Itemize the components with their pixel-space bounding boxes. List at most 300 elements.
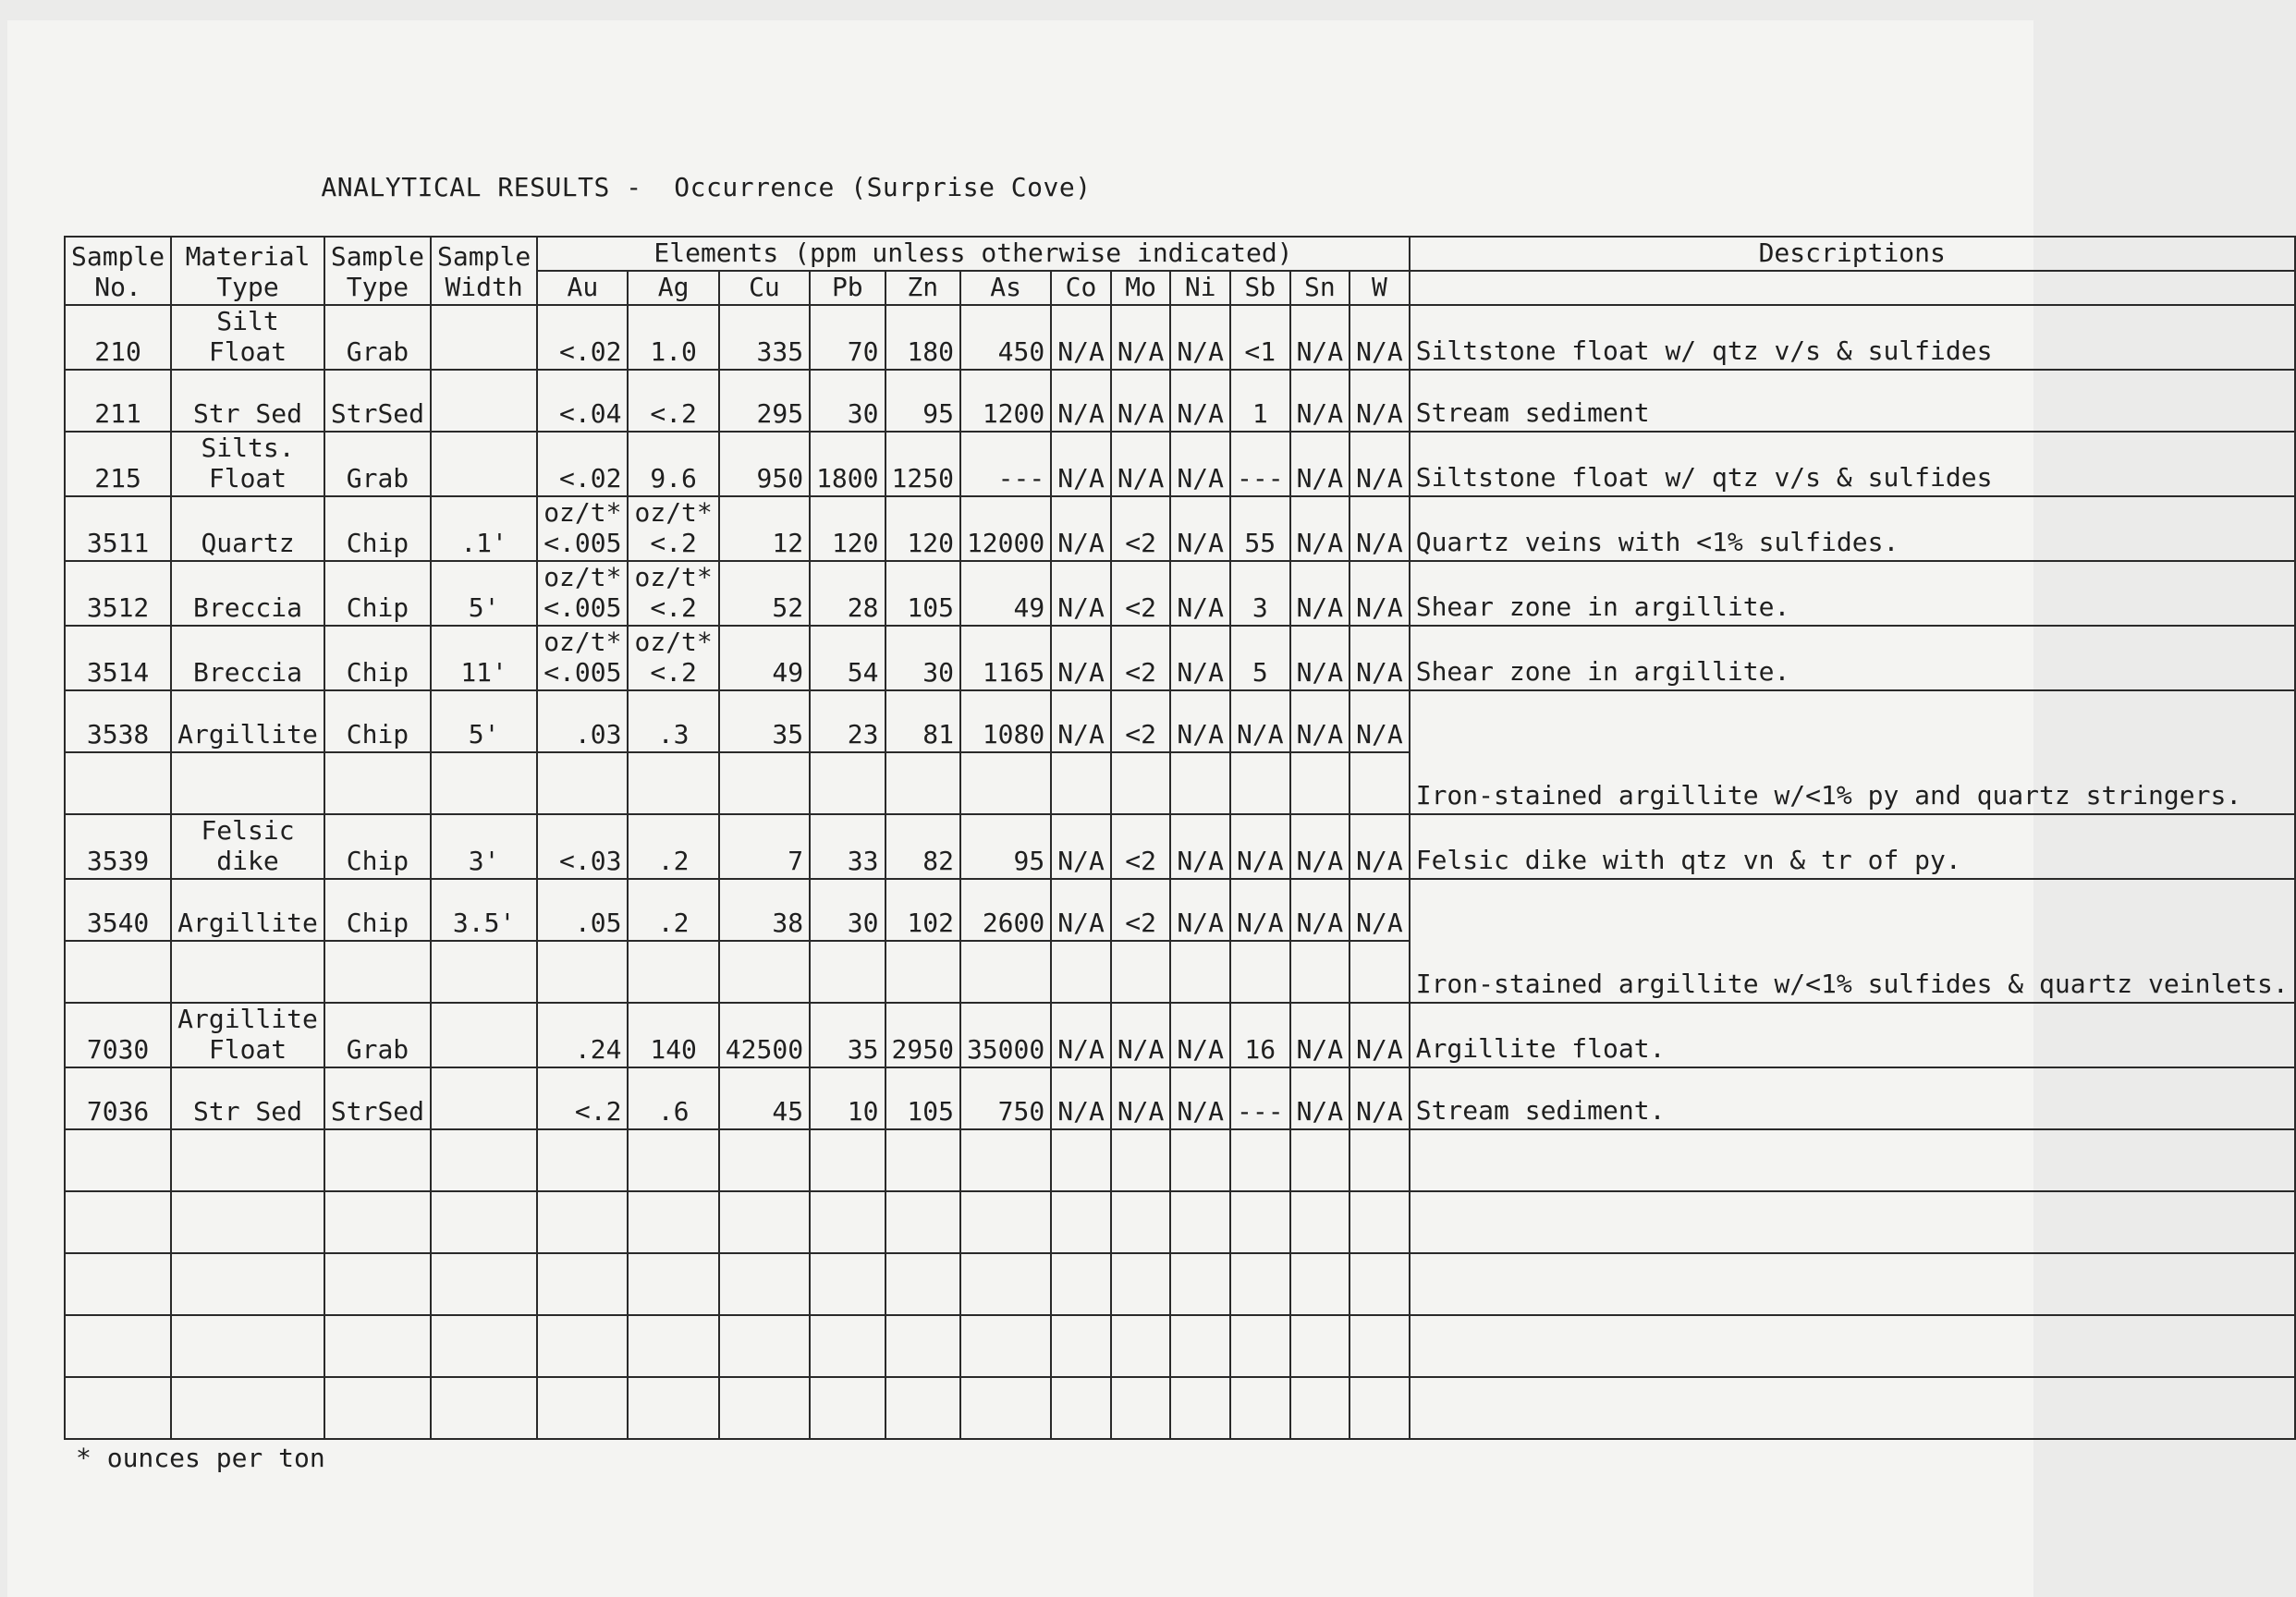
- unit-label: oz/t*: [543, 562, 622, 592]
- empty-cell: [1290, 1377, 1350, 1439]
- empty-cell: [628, 1315, 718, 1377]
- empty-cell: [960, 941, 1051, 1003]
- cell-sn: N/A: [1290, 690, 1350, 752]
- empty-table-row: [65, 1377, 2295, 1439]
- cell-sample-width: [431, 1003, 537, 1067]
- au-value: <.005: [543, 657, 622, 688]
- cell-sn: N/A: [1290, 1067, 1350, 1129]
- material-type-line: Breccia: [193, 592, 303, 623]
- unit-label: oz/t*: [634, 627, 713, 657]
- cell-pb: 33: [810, 814, 885, 879]
- cell-sample-no: 3512: [65, 561, 171, 626]
- cell-as: 49: [960, 561, 1051, 626]
- empty-cell: [1051, 1315, 1111, 1377]
- cell-ni: N/A: [1170, 690, 1230, 752]
- cell-ni: N/A: [1170, 432, 1230, 496]
- cell-ag: [628, 1003, 718, 1067]
- material-type-line: Str Sed: [193, 1096, 303, 1127]
- empty-cell: [719, 941, 810, 1003]
- ag-value: 140: [650, 1034, 697, 1065]
- empty-cell: [1111, 1315, 1171, 1377]
- material-type-line: Float: [208, 463, 287, 494]
- empty-cell: [1350, 752, 1410, 814]
- cell-co: N/A: [1051, 370, 1111, 432]
- cell-au: [537, 561, 628, 626]
- cell-sample-no: 210: [65, 305, 171, 370]
- cell-au: [537, 1003, 628, 1067]
- empty-cell: [1170, 1377, 1230, 1439]
- header-sample-no: Sample No.: [65, 237, 171, 305]
- empty-cell: [960, 752, 1051, 814]
- cell-au: [537, 1067, 628, 1129]
- cell-ni: N/A: [1170, 879, 1230, 941]
- header-element-au: Au: [537, 271, 628, 305]
- au-value: <.005: [543, 592, 622, 623]
- cell-au: [537, 432, 628, 496]
- cell-pb: 54: [810, 626, 885, 690]
- cell-ni: N/A: [1170, 1067, 1230, 1129]
- cell-mo: N/A: [1111, 1003, 1171, 1067]
- empty-cell: [1111, 1253, 1171, 1315]
- cell-sn: N/A: [1290, 879, 1350, 941]
- cell-au: [537, 496, 628, 561]
- cell-cu: 45: [719, 1067, 810, 1129]
- material-type-line: dike: [216, 846, 279, 876]
- empty-cell: [431, 1129, 537, 1191]
- empty-table-row: [65, 1315, 2295, 1377]
- unit-label: oz/t*: [634, 497, 713, 528]
- empty-cell: [628, 1191, 718, 1253]
- cell-as: 1200: [960, 370, 1051, 432]
- empty-cell: [65, 1253, 171, 1315]
- ag-value: <.2: [650, 657, 697, 688]
- empty-table-row: [65, 1129, 2295, 1191]
- cell-ni: N/A: [1170, 305, 1230, 370]
- cell-cu: 12: [719, 496, 810, 561]
- cell-sb: N/A: [1230, 879, 1290, 941]
- cell-sample-type: Grab: [324, 1003, 431, 1067]
- cell-sample-no: 7030: [65, 1003, 171, 1067]
- cell-au: [537, 690, 628, 752]
- empty-cell: [431, 1253, 537, 1315]
- cell-material-type: [171, 1003, 324, 1067]
- empty-cell: [1111, 752, 1171, 814]
- empty-cell: [1350, 1191, 1410, 1253]
- empty-cell: [1111, 1377, 1171, 1439]
- ag-value: .6: [657, 1096, 690, 1127]
- empty-cell: [1051, 1253, 1111, 1315]
- empty-cell: [324, 941, 431, 1003]
- cell-mo: N/A: [1111, 370, 1171, 432]
- table-row: [65, 305, 2295, 370]
- empty-cell: [65, 1191, 171, 1253]
- au-value: <.2: [574, 1096, 622, 1127]
- ag-value: 9.6: [650, 463, 697, 494]
- material-type-line: Argillite: [177, 1004, 318, 1034]
- material-type-line: Breccia: [193, 657, 303, 688]
- empty-cell: [65, 1129, 171, 1191]
- material-type-line: Felsic: [201, 815, 295, 846]
- empty-cell: [1290, 1129, 1350, 1191]
- cell-sample-no: 215: [65, 432, 171, 496]
- empty-cell: [65, 941, 171, 1003]
- material-type-line: Float: [208, 1034, 287, 1065]
- cell-au: [537, 814, 628, 879]
- cell-sample-width: 11': [431, 626, 537, 690]
- cell-as: 12000: [960, 496, 1051, 561]
- cell-w: N/A: [1350, 690, 1410, 752]
- empty-cell: [1170, 1253, 1230, 1315]
- header-sample-type: Sample Type: [324, 237, 431, 305]
- cell-description: Shear zone in argillite.: [1410, 561, 2295, 626]
- cell-zn: 120: [885, 496, 960, 561]
- header-element-zn: Zn: [885, 271, 960, 305]
- cell-as: 2600: [960, 879, 1051, 941]
- cell-co: N/A: [1051, 496, 1111, 561]
- cell-sample-width: 3.5': [431, 879, 537, 941]
- results-body: [65, 305, 2295, 1439]
- empty-cell: [885, 1377, 960, 1439]
- empty-cell: [537, 1253, 628, 1315]
- cell-w: N/A: [1350, 1003, 1410, 1067]
- cell-sample-no: 7036: [65, 1067, 171, 1129]
- empty-cell: [431, 1315, 537, 1377]
- cell-sb: N/A: [1230, 690, 1290, 752]
- empty-cell: [1290, 1315, 1350, 1377]
- empty-cell: [1111, 1129, 1171, 1191]
- empty-cell: [1051, 1129, 1111, 1191]
- cell-mo: N/A: [1111, 432, 1171, 496]
- cell-description: Iron-stained argillite w/<1% sulfides & quartz veinlets.: [1410, 879, 2295, 1003]
- cell-sample-type: Chip: [324, 690, 431, 752]
- cell-au: [537, 626, 628, 690]
- empty-cell: [1290, 1191, 1350, 1253]
- unit-label: oz/t*: [634, 562, 713, 592]
- cell-zn: 30: [885, 626, 960, 690]
- cell-cu: 49: [719, 626, 810, 690]
- cell-pb: 70: [810, 305, 885, 370]
- material-type-line: Silts.: [201, 433, 295, 463]
- cell-material-type: [171, 432, 324, 496]
- cell-ni: N/A: [1170, 626, 1230, 690]
- empty-cell: [1230, 752, 1290, 814]
- cell-sample-no: 3539: [65, 814, 171, 879]
- empty-cell: [1350, 1129, 1410, 1191]
- empty-cell: [1350, 941, 1410, 1003]
- cell-sn: N/A: [1290, 432, 1350, 496]
- cell-sample-width: [431, 432, 537, 496]
- empty-cell: [65, 1377, 171, 1439]
- material-type-line: Argillite: [177, 719, 318, 750]
- cell-ni: N/A: [1170, 370, 1230, 432]
- cell-co: N/A: [1051, 1067, 1111, 1129]
- cell-cu: 42500: [719, 1003, 810, 1067]
- cell-sample-type: Chip: [324, 561, 431, 626]
- cell-au: [537, 879, 628, 941]
- table-row: [65, 879, 2295, 941]
- cell-pb: 28: [810, 561, 885, 626]
- empty-cell: [885, 752, 960, 814]
- cell-au: [537, 370, 628, 432]
- cell-mo: <2: [1111, 814, 1171, 879]
- empty-cell: [1051, 1191, 1111, 1253]
- header-element-w: W: [1350, 271, 1410, 305]
- empty-cell: [628, 1377, 718, 1439]
- cell-sb: 1: [1230, 370, 1290, 432]
- empty-cell: [324, 1377, 431, 1439]
- empty-cell: [960, 1253, 1051, 1315]
- empty-cell: [65, 752, 171, 814]
- empty-cell: [537, 752, 628, 814]
- header-elements-group: Elements (ppm unless otherwise indicated): [537, 237, 1410, 271]
- cell-sample-no: 3540: [65, 879, 171, 941]
- empty-cell: [431, 1377, 537, 1439]
- cell-sb: ---: [1230, 432, 1290, 496]
- cell-sb: 5: [1230, 626, 1290, 690]
- cell-material-type: [171, 814, 324, 879]
- cell-pb: 35: [810, 1003, 885, 1067]
- empty-cell: [1170, 1315, 1230, 1377]
- cell-material-type: [171, 1067, 324, 1129]
- cell-material-type: [171, 496, 324, 561]
- empty-cell: [810, 941, 885, 1003]
- unit-label: oz/t*: [543, 627, 622, 657]
- cell-cu: 38: [719, 879, 810, 941]
- cell-sample-width: [431, 370, 537, 432]
- header-descriptions: Descriptions: [1410, 237, 2295, 271]
- cell-mo: <2: [1111, 879, 1171, 941]
- cell-as: 450: [960, 305, 1051, 370]
- cell-material-type: [171, 370, 324, 432]
- empty-table-row: [65, 1191, 2295, 1253]
- cell-w: N/A: [1350, 496, 1410, 561]
- cell-sb: N/A: [1230, 814, 1290, 879]
- cell-description: Felsic dike with qtz vn & tr of py.: [1410, 814, 2295, 879]
- cell-cu: 7: [719, 814, 810, 879]
- cell-sb: ---: [1230, 1067, 1290, 1129]
- cell-sample-width: 5': [431, 690, 537, 752]
- ag-value: .2: [657, 846, 690, 876]
- cell-as: 35000: [960, 1003, 1051, 1067]
- cell-sample-no: 3538: [65, 690, 171, 752]
- cell-ni: N/A: [1170, 1003, 1230, 1067]
- empty-cell: [810, 1377, 885, 1439]
- cell-zn: 105: [885, 561, 960, 626]
- ag-value: 1.0: [650, 336, 697, 367]
- header-element-as: As: [960, 271, 1051, 305]
- cell-description: Shear zone in argillite.: [1410, 626, 2295, 690]
- empty-cell: [171, 1253, 324, 1315]
- header-element-mo: Mo: [1111, 271, 1171, 305]
- cell-co: N/A: [1051, 690, 1111, 752]
- empty-cell: [885, 1315, 960, 1377]
- cell-cu: 950: [719, 432, 810, 496]
- empty-cell: [810, 1191, 885, 1253]
- cell-sample-type: Grab: [324, 432, 431, 496]
- cell-pb: 120: [810, 496, 885, 561]
- cell-sample-width: 5': [431, 561, 537, 626]
- au-value: <.02: [559, 336, 622, 367]
- cell-w: N/A: [1350, 432, 1410, 496]
- cell-description: Quartz veins with <1% sulfides.: [1410, 496, 2295, 561]
- empty-cell: [628, 1253, 718, 1315]
- material-type-line: Float: [208, 336, 287, 367]
- cell-description: Siltstone float w/ qtz v/s & sulfides: [1410, 305, 2295, 370]
- cell-pb: 30: [810, 879, 885, 941]
- material-type-line: Silt: [216, 306, 279, 336]
- material-type-line: Quartz: [201, 528, 295, 558]
- empty-cell: [1170, 941, 1230, 1003]
- cell-co: N/A: [1051, 561, 1111, 626]
- empty-cell: [628, 752, 718, 814]
- cell-material-type: [171, 626, 324, 690]
- table-row: [65, 1003, 2295, 1067]
- cell-sample-width: 3': [431, 814, 537, 879]
- cell-as: 95: [960, 814, 1051, 879]
- cell-ag: [628, 370, 718, 432]
- cell-co: N/A: [1051, 814, 1111, 879]
- empty-cell: [719, 1253, 810, 1315]
- cell-sample-type: Chip: [324, 879, 431, 941]
- cell-sample-type: Grab: [324, 305, 431, 370]
- empty-cell: [324, 1129, 431, 1191]
- cell-sample-type: StrSed: [324, 370, 431, 432]
- cell-pb: 10: [810, 1067, 885, 1129]
- cell-co: N/A: [1051, 879, 1111, 941]
- empty-cell: [431, 1191, 537, 1253]
- au-value: <.03: [559, 846, 622, 876]
- cell-ag: [628, 561, 718, 626]
- cell-sample-type: Chip: [324, 496, 431, 561]
- cell-sample-width: .1': [431, 496, 537, 561]
- empty-cell: [719, 1191, 810, 1253]
- empty-cell: [1170, 1191, 1230, 1253]
- cell-cu: 295: [719, 370, 810, 432]
- empty-cell: [1170, 752, 1230, 814]
- cell-material-type: [171, 690, 324, 752]
- empty-cell: [810, 752, 885, 814]
- empty-cell: [885, 941, 960, 1003]
- cell-sb: 3: [1230, 561, 1290, 626]
- empty-cell: [628, 941, 718, 1003]
- empty-cell: [1051, 941, 1111, 1003]
- cell-sample-type: StrSed: [324, 1067, 431, 1129]
- cell-ag: [628, 1067, 718, 1129]
- empty-cell: [960, 1377, 1051, 1439]
- page-title: ANALYTICAL RESULTS - Occurrence (Surprise Cove): [321, 172, 1092, 202]
- cell-ag: [628, 496, 718, 561]
- empty-cell: [171, 1315, 324, 1377]
- cell-cu: 335: [719, 305, 810, 370]
- cell-as: 750: [960, 1067, 1051, 1129]
- empty-cell: [885, 1253, 960, 1315]
- cell-mo: <2: [1111, 690, 1171, 752]
- cell-sample-type: Chip: [324, 626, 431, 690]
- cell-sn: N/A: [1290, 305, 1350, 370]
- ag-value: <.2: [650, 592, 697, 623]
- cell-zn: 1250: [885, 432, 960, 496]
- empty-cell: [719, 1377, 810, 1439]
- empty-cell: [810, 1253, 885, 1315]
- empty-cell: [810, 1315, 885, 1377]
- cell-mo: N/A: [1111, 1067, 1171, 1129]
- empty-cell: [1230, 1129, 1290, 1191]
- empty-cell: [719, 1315, 810, 1377]
- empty-cell: [719, 752, 810, 814]
- cell-co: N/A: [1051, 1003, 1111, 1067]
- cell-sample-no: 3511: [65, 496, 171, 561]
- au-value: <.04: [559, 398, 622, 429]
- empty-cell: [1230, 1315, 1290, 1377]
- empty-cell: [1051, 1377, 1111, 1439]
- empty-cell: [431, 941, 537, 1003]
- empty-cell: [960, 1129, 1051, 1191]
- cell-sb: 55: [1230, 496, 1290, 561]
- header-descriptions-spacer: [1410, 271, 2295, 305]
- cell-as: 1080: [960, 690, 1051, 752]
- table-row: [65, 1067, 2295, 1129]
- cell-zn: 81: [885, 690, 960, 752]
- material-type-line: Argillite: [177, 908, 318, 938]
- cell-zn: 82: [885, 814, 960, 879]
- empty-cell: [324, 1191, 431, 1253]
- header-element-ni: Ni: [1170, 271, 1230, 305]
- empty-cell: [1230, 1377, 1290, 1439]
- empty-cell: [1350, 1253, 1410, 1315]
- empty-cell: [171, 752, 324, 814]
- cell-pb: 30: [810, 370, 885, 432]
- empty-cell: [1410, 1377, 2295, 1439]
- cell-w: N/A: [1350, 305, 1410, 370]
- cell-ag: [628, 690, 718, 752]
- cell-co: N/A: [1051, 626, 1111, 690]
- cell-description: Stream sediment.: [1410, 1067, 2295, 1129]
- empty-cell: [324, 1315, 431, 1377]
- empty-cell: [960, 1315, 1051, 1377]
- table-row: [65, 626, 2295, 690]
- empty-cell: [537, 1129, 628, 1191]
- cell-cu: 35: [719, 690, 810, 752]
- empty-cell: [719, 1129, 810, 1191]
- cell-description: Stream sediment: [1410, 370, 2295, 432]
- cell-w: N/A: [1350, 1067, 1410, 1129]
- cell-w: N/A: [1350, 879, 1410, 941]
- empty-cell: [1410, 1253, 2295, 1315]
- cell-mo: <2: [1111, 561, 1171, 626]
- cell-sample-width: [431, 1067, 537, 1129]
- cell-sb: 16: [1230, 1003, 1290, 1067]
- cell-au: [537, 305, 628, 370]
- empty-cell: [65, 1315, 171, 1377]
- cell-zn: 2950: [885, 1003, 960, 1067]
- empty-cell: [1410, 1129, 2295, 1191]
- au-value: <.005: [543, 528, 622, 558]
- empty-cell: [628, 1129, 718, 1191]
- cell-sn: N/A: [1290, 496, 1350, 561]
- table-row: [65, 432, 2295, 496]
- au-value: .03: [574, 719, 622, 750]
- ag-value: <.2: [650, 398, 697, 429]
- table-row: [65, 370, 2295, 432]
- empty-cell: [1051, 752, 1111, 814]
- cell-ag: [628, 879, 718, 941]
- cell-ag: [628, 432, 718, 496]
- au-value: .05: [574, 908, 622, 938]
- empty-cell: [171, 1377, 324, 1439]
- unit-label: oz/t*: [543, 497, 622, 528]
- cell-as: ---: [960, 432, 1051, 496]
- cell-pb: 23: [810, 690, 885, 752]
